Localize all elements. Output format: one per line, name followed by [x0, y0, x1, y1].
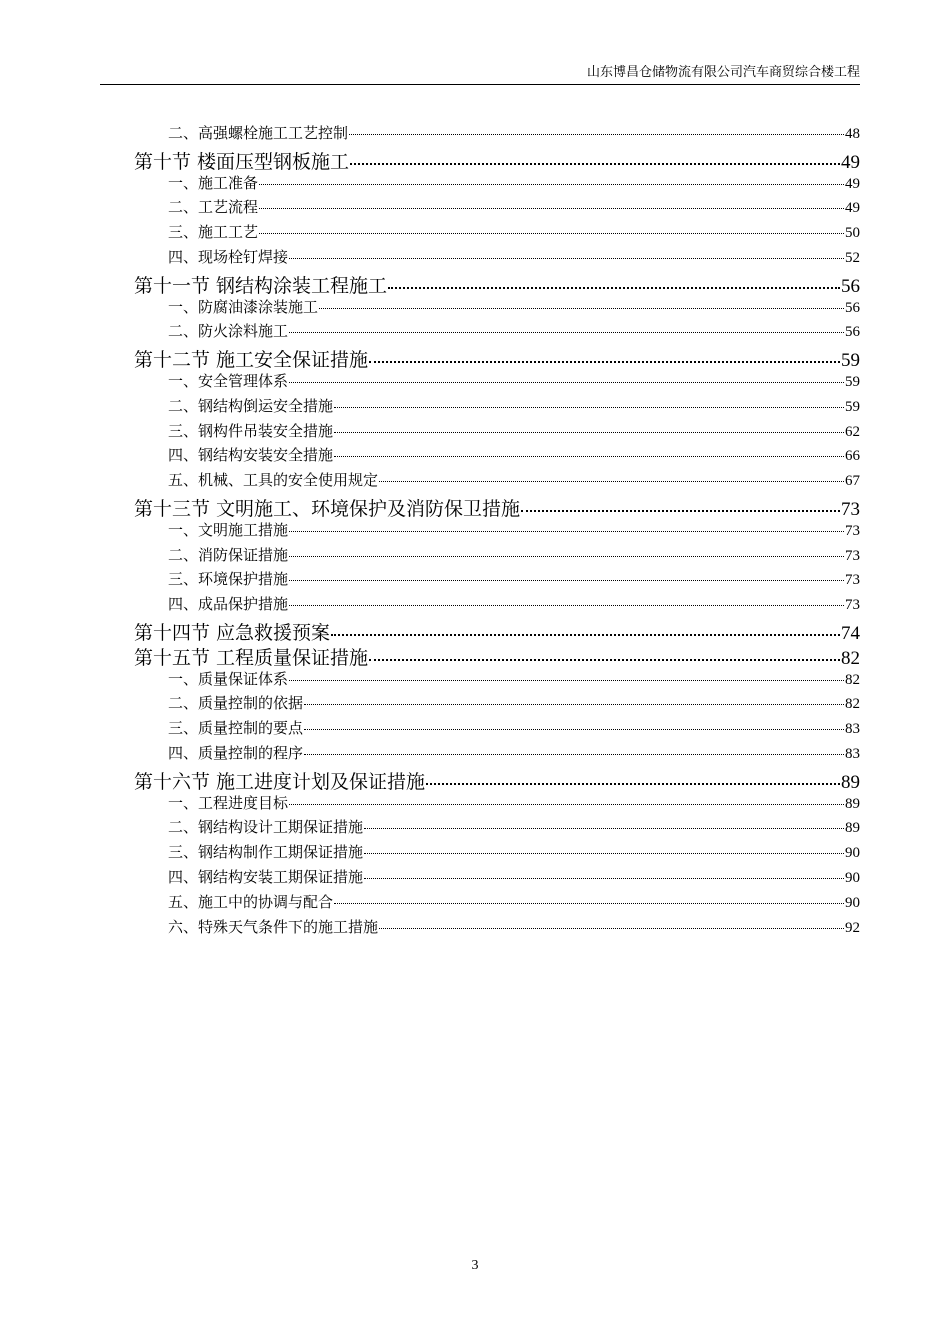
toc-entry-label: 第十六节 施工进度计划及保证措施	[134, 770, 426, 793]
toc-subsection-entry[interactable]	[134, 370, 860, 395]
toc-dot-leader	[369, 659, 840, 661]
toc-entry-page: 56	[841, 275, 860, 297]
toc-section-entry[interactable]	[134, 271, 860, 296]
toc-entry-page: 89	[845, 795, 860, 812]
toc-section-entry[interactable]	[134, 618, 860, 643]
toc-entry-page: 59	[841, 350, 860, 372]
toc-dot-leader	[289, 258, 844, 259]
toc-entry-page: 62	[845, 423, 860, 440]
toc-dot-leader	[350, 163, 840, 165]
toc-entry-label: 三、环境保护措施	[168, 570, 289, 589]
toc-entry-page: 92	[845, 919, 860, 936]
toc-entry-label: 四、成品保护措施	[168, 595, 289, 614]
toc-entry-label: 一、施工准备	[168, 173, 259, 192]
toc-dot-leader	[349, 134, 844, 135]
toc-entry-label: 二、消防保证措施	[168, 545, 289, 564]
toc-dot-leader	[289, 531, 844, 532]
toc-section-entry[interactable]	[134, 494, 860, 519]
toc-entry-page: 82	[845, 696, 860, 713]
toc-dot-leader	[289, 332, 844, 333]
toc-entry-page: 90	[845, 869, 860, 886]
toc-dot-leader	[289, 605, 844, 606]
page-footer	[0, 1258, 950, 1274]
toc-entry-label: 四、现场栓钉焊接	[168, 247, 289, 266]
toc-entry-label: 第十节 楼面压型钢板施工	[134, 150, 350, 173]
toc-entry-label: 第十二节 施工安全保证措施	[134, 349, 369, 372]
toc-dot-leader	[364, 828, 844, 829]
toc-subsection-entry[interactable]	[134, 246, 860, 271]
toc-dot-leader	[304, 729, 844, 730]
toc-entry-page: 83	[845, 745, 860, 762]
toc-entry-label: 五、机械、工具的安全使用规定	[168, 471, 379, 490]
toc-section-entry[interactable]	[134, 767, 860, 792]
toc-dot-leader	[289, 556, 844, 557]
toc-dot-leader	[304, 754, 844, 755]
toc-dot-leader	[334, 432, 844, 433]
toc-dot-leader	[289, 680, 844, 681]
toc-entry-label: 五、施工中的协调与配合	[168, 892, 334, 911]
toc-subsection-entry[interactable]	[134, 816, 860, 841]
toc-entry-page: 49	[845, 200, 860, 217]
toc-dot-leader	[319, 308, 844, 309]
toc-entry-label: 二、防火涂料施工	[168, 322, 289, 341]
toc-subsection-entry[interactable]	[134, 221, 860, 246]
toc-section-entry[interactable]	[134, 643, 860, 668]
header-title: 山东博昌仓储物流有限公司汽车商贸综合楼工程	[586, 65, 860, 80]
toc-section-entry[interactable]	[134, 147, 860, 172]
toc-entry-label: 二、高强螺栓施工工艺控制	[168, 124, 349, 142]
toc-entry-label: 一、工程进度目标	[168, 793, 289, 812]
toc-subsection-entry[interactable]	[134, 792, 860, 817]
toc-entry-label: 六、特殊天气条件下的施工措施	[168, 917, 379, 936]
toc-dot-leader	[379, 481, 844, 482]
toc-dot-leader	[289, 580, 844, 581]
toc-entry-label: 三、质量控制的要点	[168, 719, 304, 738]
toc-entry-label: 二、工艺流程	[168, 198, 259, 217]
toc-subsection-entry[interactable]	[134, 742, 860, 767]
toc-entry-page: 52	[845, 249, 860, 266]
toc-entry-page: 49	[845, 175, 860, 192]
toc-subsection-entry[interactable]	[134, 841, 860, 866]
toc-section-entry[interactable]	[134, 345, 860, 370]
toc-dot-leader	[289, 804, 844, 805]
toc-entry-label: 第十四节 应急救援预案	[134, 621, 331, 644]
toc-entry-label: 一、安全管理体系	[168, 371, 289, 390]
toc-entry-label: 二、钢结构倒运安全措施	[168, 396, 334, 415]
toc-subsection-entry[interactable]	[134, 717, 860, 742]
toc-entry-page: 82	[841, 647, 860, 669]
toc-subsection-entry[interactable]	[134, 122, 860, 147]
toc-dot-leader	[331, 634, 840, 636]
toc-entry-label: 第十三节 文明施工、环境保护及消防保卫措施	[134, 497, 521, 520]
toc-entry-page: 49	[841, 151, 860, 173]
toc-entry-label: 四、钢结构安装工期保证措施	[168, 867, 364, 886]
toc-entry-label: 二、质量控制的依据	[168, 694, 304, 713]
toc-entry-page: 66	[845, 448, 860, 465]
toc-entry-label: 第十五节 工程质量保证措施	[134, 646, 369, 669]
toc-entry-label: 一、文明施工措施	[168, 520, 289, 539]
toc-subsection-entry[interactable]	[134, 320, 860, 345]
toc-entry-page: 48	[845, 126, 860, 142]
toc-dot-leader	[334, 903, 844, 904]
toc-subsection-entry[interactable]	[134, 296, 860, 321]
toc-entry-label: 四、钢结构安装安全措施	[168, 446, 334, 465]
toc-dot-leader	[334, 456, 844, 457]
toc-dot-leader	[426, 783, 840, 785]
toc-entry-label: 一、防腐油漆涂装施工	[168, 297, 319, 316]
toc-subsection-entry[interactable]	[134, 469, 860, 494]
toc-dot-leader	[369, 361, 840, 363]
toc-subsection-entry[interactable]	[134, 593, 860, 618]
toc-entry-label: 一、质量保证体系	[168, 669, 289, 688]
toc-entry-label: 三、钢构件吊装安全措施	[168, 421, 334, 440]
toc-entry-page: 73	[845, 597, 860, 614]
toc-subsection-entry[interactable]	[134, 544, 860, 569]
toc-entry-page: 73	[845, 522, 860, 539]
toc-entry-page: 89	[845, 820, 860, 837]
toc-subsection-entry[interactable]	[134, 891, 860, 916]
toc-entry-page: 73	[845, 572, 860, 589]
toc-subsection-entry[interactable]	[134, 519, 860, 544]
toc-subsection-entry[interactable]	[134, 866, 860, 891]
toc-subsection-entry[interactable]	[134, 196, 860, 221]
toc-entry-label: 三、钢结构制作工期保证措施	[168, 843, 364, 862]
toc-dot-leader	[521, 510, 840, 512]
toc-subsection-entry[interactable]	[134, 568, 860, 593]
toc-subsection-entry[interactable]	[134, 172, 860, 197]
toc-entry-page: 82	[845, 671, 860, 688]
toc-entry-label: 四、质量控制的程序	[168, 743, 304, 762]
toc-dot-leader	[259, 184, 844, 185]
toc-entry-label: 二、钢结构设计工期保证措施	[168, 818, 364, 837]
page-header	[100, 62, 860, 85]
toc-entry-label: 第十一节 钢结构涂装工程施工	[134, 274, 388, 297]
toc-dot-leader	[388, 287, 840, 289]
toc-dot-leader	[304, 704, 844, 705]
toc-subsection-entry[interactable]	[134, 420, 860, 445]
toc-entry-label: 三、施工工艺	[168, 223, 259, 242]
toc-dot-leader	[379, 928, 844, 929]
toc-dot-leader	[259, 233, 844, 234]
toc-entry-page: 67	[845, 473, 860, 490]
toc-subsection-entry[interactable]	[134, 444, 860, 469]
toc-dot-leader	[364, 853, 844, 854]
toc-entry-page: 59	[845, 398, 860, 415]
page-number: 3	[471, 1258, 479, 1273]
toc-subsection-entry[interactable]	[134, 668, 860, 693]
toc-entry-page: 74	[841, 622, 860, 644]
toc-entry-page: 89	[841, 771, 860, 793]
toc-subsection-entry[interactable]	[134, 692, 860, 717]
toc-entry-page: 73	[841, 498, 860, 520]
toc-dot-leader	[259, 208, 844, 209]
toc-entry-page: 56	[845, 324, 860, 341]
toc-entry-page: 56	[845, 299, 860, 316]
toc-dot-leader	[364, 878, 844, 879]
toc-entry-page: 50	[845, 225, 860, 242]
toc-dot-leader	[289, 382, 844, 383]
toc-entry-page: 90	[845, 894, 860, 911]
toc-entry-page: 83	[845, 721, 860, 738]
toc-dot-leader	[334, 407, 844, 408]
table-of-contents	[134, 122, 860, 940]
toc-subsection-entry[interactable]	[134, 916, 860, 941]
toc-entry-page: 73	[845, 547, 860, 564]
toc-entry-page: 59	[845, 373, 860, 390]
toc-entry-page: 90	[845, 845, 860, 862]
toc-subsection-entry[interactable]	[134, 395, 860, 420]
